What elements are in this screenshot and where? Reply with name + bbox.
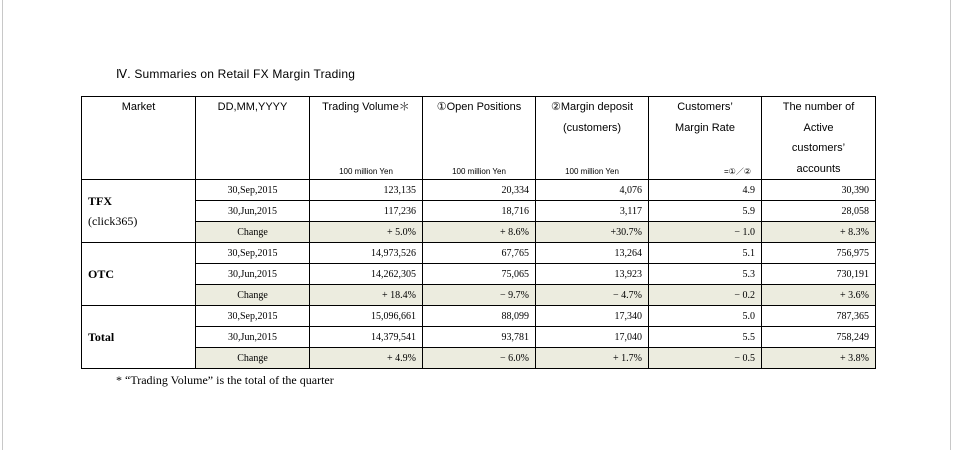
unit-trading-volume: 100 million Yen <box>339 167 393 176</box>
table-row <box>82 180 876 201</box>
positions-change: − 6.0% <box>423 348 536 369</box>
rate-cell: 5.1 <box>649 243 762 264</box>
volume-change: + 18.4% <box>310 285 423 306</box>
date-cell: 30,Jun,2015 <box>196 264 310 285</box>
header-open-positions: ①Open Positions 100 million Yen <box>423 97 536 180</box>
deposit-cell: 17,040 <box>536 327 649 348</box>
header-row <box>82 97 876 180</box>
market-cell-tfx: TFX (click365) <box>82 180 196 243</box>
rate-cell: 5.0 <box>649 306 762 327</box>
date-cell: 30,Sep,2015 <box>196 306 310 327</box>
header-market: Market <box>82 97 196 180</box>
accounts-cell: 758,249 <box>762 327 876 348</box>
deposit-cell: 13,923 <box>536 264 649 285</box>
positions-cell: 93,781 <box>423 327 536 348</box>
positions-change: − 9.7% <box>423 285 536 306</box>
deposit-change: +30.7% <box>536 222 649 243</box>
volume-change: + 4.9% <box>310 348 423 369</box>
table-row <box>82 243 876 264</box>
section-title: Ⅳ. Summaries on Retail FX Margin Trading <box>116 67 356 81</box>
deposit-change: + 1.7% <box>536 348 649 369</box>
unit-margin-rate: =①／② <box>723 167 751 176</box>
rate-change: − 0.2 <box>649 285 762 306</box>
accounts-cell: 787,365 <box>762 306 876 327</box>
rate-cell: 5.3 <box>649 264 762 285</box>
header-active-accounts: The number of Active customers’ accounts <box>762 97 876 180</box>
deposit-cell: 3,117 <box>536 201 649 222</box>
volume-change: + 5.0% <box>310 222 423 243</box>
date-cell: 30,Sep,2015 <box>196 180 310 201</box>
rate-cell: 4.9 <box>649 180 762 201</box>
accounts-cell: 756,975 <box>762 243 876 264</box>
accounts-change: + 3.6% <box>762 285 876 306</box>
accounts-cell: 28,058 <box>762 201 876 222</box>
positions-cell: 20,334 <box>423 180 536 201</box>
unit-open-positions: 100 million Yen <box>452 167 506 176</box>
header-trading-volume: Trading Volume＊ 100 million Yen <box>310 97 423 180</box>
date-cell: 30,Jun,2015 <box>196 201 310 222</box>
header-margin-deposit: ②Margin deposit (customers) 100 million Yen <box>536 97 649 180</box>
volume-cell: 15,096,661 <box>310 306 423 327</box>
market-cell-total: Total <box>82 306 196 369</box>
accounts-cell: 730,191 <box>762 264 876 285</box>
date-cell: 30,Jun,2015 <box>196 327 310 348</box>
header-date: DD,MM,YYYY <box>196 97 310 180</box>
change-row <box>82 348 876 369</box>
positions-cell: 67,765 <box>423 243 536 264</box>
accounts-change: + 3.8% <box>762 348 876 369</box>
table-row <box>82 306 876 327</box>
table-row <box>82 201 876 222</box>
deposit-change: − 4.7% <box>536 285 649 306</box>
market-cell-otc: OTC <box>82 243 196 306</box>
rate-change: − 0.5 <box>649 348 762 369</box>
page-edge-right <box>950 0 951 450</box>
change-label: Change <box>196 348 310 369</box>
volume-cell: 14,973,526 <box>310 243 423 264</box>
volume-cell: 123,135 <box>310 180 423 201</box>
change-label: Change <box>196 222 310 243</box>
table-row <box>82 264 876 285</box>
volume-cell: 117,236 <box>310 201 423 222</box>
deposit-cell: 17,340 <box>536 306 649 327</box>
positions-change: + 8.6% <box>423 222 536 243</box>
positions-cell: 88,099 <box>423 306 536 327</box>
date-cell: 30,Sep,2015 <box>196 243 310 264</box>
summary-table <box>81 96 876 369</box>
rate-cell: 5.5 <box>649 327 762 348</box>
unit-margin-deposit: 100 million Yen <box>565 167 619 176</box>
accounts-cell: 30,390 <box>762 180 876 201</box>
change-row <box>82 285 876 306</box>
deposit-cell: 13,264 <box>536 243 649 264</box>
rate-cell: 5.9 <box>649 201 762 222</box>
page-edge-left <box>2 0 3 450</box>
header-margin-rate: Customers’ Margin Rate =①／② <box>649 97 762 180</box>
positions-cell: 75,065 <box>423 264 536 285</box>
change-label: Change <box>196 285 310 306</box>
footnote: * “Trading Volume” is the total of the quarter <box>116 373 334 387</box>
volume-cell: 14,379,541 <box>310 327 423 348</box>
accounts-change: + 8.3% <box>762 222 876 243</box>
deposit-cell: 4,076 <box>536 180 649 201</box>
volume-cell: 14,262,305 <box>310 264 423 285</box>
positions-cell: 18,716 <box>423 201 536 222</box>
rate-change: − 1.0 <box>649 222 762 243</box>
table-row <box>82 327 876 348</box>
change-row <box>82 222 876 243</box>
